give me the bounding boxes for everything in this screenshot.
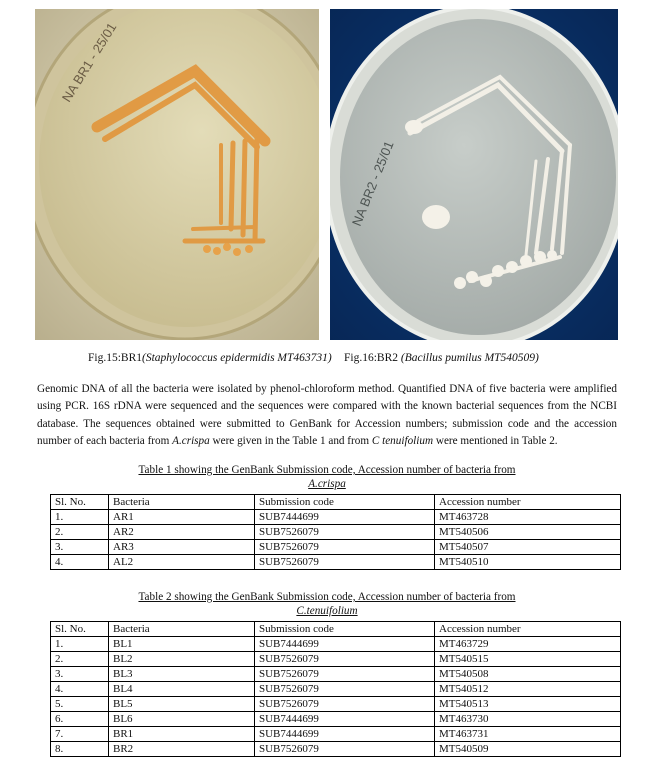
table-cell: MT540506 — [435, 525, 621, 540]
figure-16-plate-photo — [330, 9, 618, 340]
plate-label-br2: NA BR2 - 25/01 — [348, 138, 397, 229]
body-paragraph — [37, 381, 617, 450]
figure-15-plate-photo — [35, 9, 319, 340]
table-cell: SUB7526079 — [255, 540, 435, 555]
table-cell: AR2 — [109, 525, 255, 540]
table-cell: AL2 — [109, 555, 255, 570]
table-row — [51, 555, 621, 570]
table-header-row — [51, 622, 621, 637]
table-cell: MT463728 — [435, 510, 621, 525]
table-cell: 4. — [51, 555, 109, 570]
table-cell: MT540509 — [435, 742, 621, 757]
table-row — [51, 727, 621, 742]
table-row — [51, 667, 621, 682]
table-cell: 4. — [51, 682, 109, 697]
paragraph-text-3: were mentioned in Table 2. — [433, 434, 558, 447]
table-cell: BL2 — [109, 652, 255, 667]
table-2-caption-species: C.tenuifolium — [296, 605, 358, 617]
table-2-caption-text: Table 2 showing the GenBank Submission code, Accession number of bacteria from — [138, 591, 516, 603]
table-1 — [50, 494, 621, 570]
table-cell: 2. — [51, 652, 109, 667]
table-cell: MT463731 — [435, 727, 621, 742]
table-header-row — [51, 495, 621, 510]
table-cell: MT540508 — [435, 667, 621, 682]
table-cell: 8. — [51, 742, 109, 757]
plate-label-br1: NA BR1 - 25/01 — [58, 20, 120, 105]
column-header: Bacteria — [109, 622, 255, 637]
paragraph-text-2: were given in the Table 1 and from — [209, 434, 372, 447]
table-cell: 1. — [51, 510, 109, 525]
figure-16-caption — [344, 352, 539, 364]
table-cell: BL6 — [109, 712, 255, 727]
figure-15-caption-prefix: Fig.15:BR1 — [88, 352, 143, 364]
table-row — [51, 637, 621, 652]
table-cell: BL3 — [109, 667, 255, 682]
table-cell: MT463729 — [435, 637, 621, 652]
table-cell: BL1 — [109, 637, 255, 652]
table-cell: BR2 — [109, 742, 255, 757]
table-cell: MT540513 — [435, 697, 621, 712]
paragraph-species-1: A.crispa — [172, 434, 210, 447]
table-1-caption-species: A.crispa — [308, 478, 346, 490]
table-row — [51, 742, 621, 757]
table-row — [51, 510, 621, 525]
table-cell: 3. — [51, 540, 109, 555]
figure-16-caption-prefix: Fig.16:BR2 — [344, 352, 401, 364]
table-cell: BL5 — [109, 697, 255, 712]
table-cell: 6. — [51, 712, 109, 727]
table-cell: SUB7526079 — [255, 667, 435, 682]
table-cell: SUB7526079 — [255, 682, 435, 697]
petri-dish-br2 — [330, 9, 618, 340]
column-header: Submission code — [255, 622, 435, 637]
table-cell: MT540510 — [435, 555, 621, 570]
table-2-caption — [37, 590, 617, 618]
table-cell: MT540515 — [435, 652, 621, 667]
column-header: Bacteria — [109, 495, 255, 510]
table-cell: BR1 — [109, 727, 255, 742]
table-2 — [50, 621, 621, 757]
column-header: Accession number — [435, 495, 621, 510]
table-cell: SUB7526079 — [255, 742, 435, 757]
figure-15-caption-species: (Staphylococcus epidermidis MT463731) — [142, 352, 332, 364]
table-row — [51, 697, 621, 712]
petri-dish-br1 — [35, 9, 319, 340]
table-cell: 7. — [51, 727, 109, 742]
column-header: Accession number — [435, 622, 621, 637]
paragraph-text-1: Genomic DNA of all the bacteria were isolated by phenol-chloroform method. Quantified DNA of five bacteria were amplified using PCR. 16S rDNA were sequenced and the sequences were compared with the known bacterial sequences from the NCBI database. The sequences obtained were submitted to GenBank for Accession numbers; submission code and the accession number of each bacteria from — [37, 383, 617, 447]
table-cell: MT540507 — [435, 540, 621, 555]
table-1-caption-text: Table 1 showing the GenBank Submission code, Accession number of bacteria from — [138, 464, 516, 476]
table-cell: SUB7444699 — [255, 637, 435, 652]
table-row — [51, 682, 621, 697]
table-cell: SUB7526079 — [255, 525, 435, 540]
table-cell: SUB7444699 — [255, 727, 435, 742]
table-cell: 3. — [51, 667, 109, 682]
table-cell: SUB7526079 — [255, 697, 435, 712]
table-cell: SUB7526079 — [255, 652, 435, 667]
table-row — [51, 652, 621, 667]
table-cell: SUB7444699 — [255, 712, 435, 727]
table-cell: BL4 — [109, 682, 255, 697]
table-cell: SUB7444699 — [255, 510, 435, 525]
table-cell: 5. — [51, 697, 109, 712]
table-1-caption — [37, 463, 617, 491]
table-row — [51, 525, 621, 540]
column-header: Sl. No. — [51, 495, 109, 510]
table-cell: 1. — [51, 637, 109, 652]
table-row — [51, 712, 621, 727]
column-header: Submission code — [255, 495, 435, 510]
table-cell: MT540512 — [435, 682, 621, 697]
figure-16-caption-species: (Bacillus pumilus MT540509) — [400, 352, 539, 364]
figure-15-caption — [88, 352, 332, 364]
column-header: Sl. No. — [51, 622, 109, 637]
table-cell: MT463730 — [435, 712, 621, 727]
table-row — [51, 540, 621, 555]
table-cell: AR3 — [109, 540, 255, 555]
table-cell: SUB7526079 — [255, 555, 435, 570]
table-cell: 2. — [51, 525, 109, 540]
table-cell: AR1 — [109, 510, 255, 525]
paragraph-species-2: C tenuifolium — [371, 434, 434, 447]
